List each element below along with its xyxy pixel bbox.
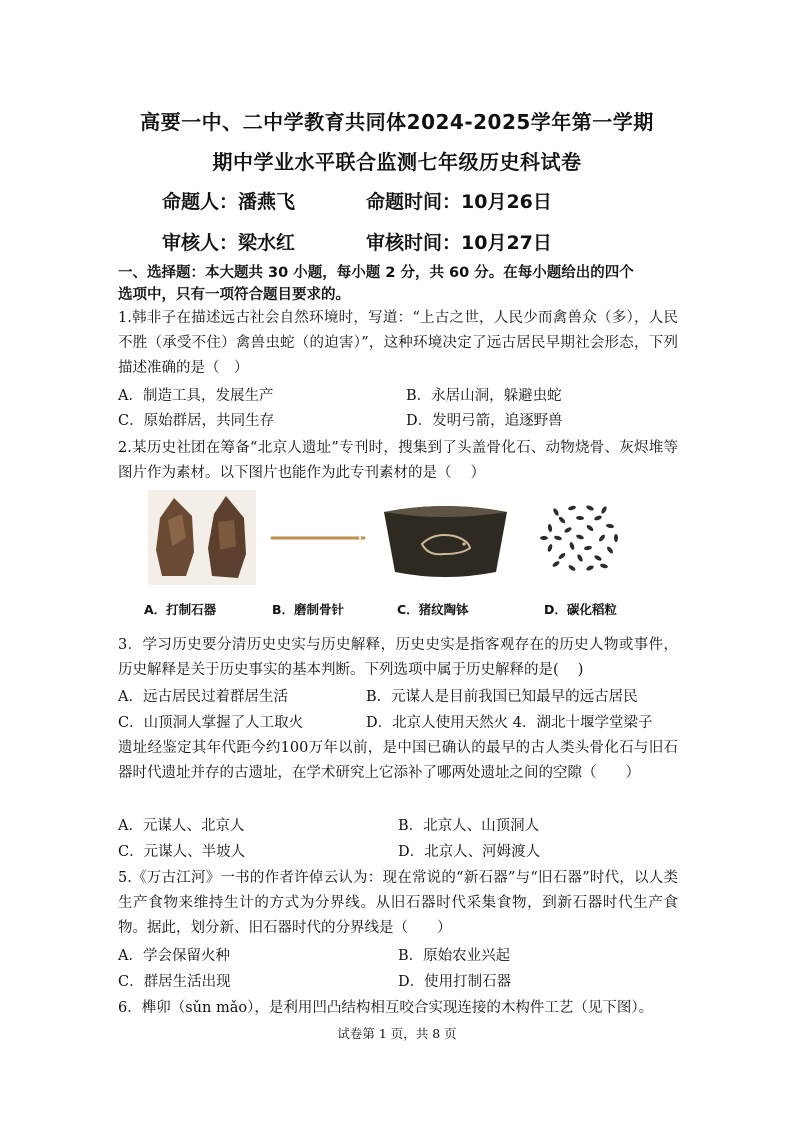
question-4-option-d: D．北京人、河姆渡人 [398, 844, 541, 860]
stone-tools-image [148, 490, 256, 585]
figure-caption-d: D．碳化稻粒 [544, 602, 617, 617]
section-heading-line2: 选项中，只有一项符合题目要求的。 [118, 287, 350, 303]
question-4-option-c: C．元谋人、半坡人 [118, 844, 246, 860]
question-5-stem: 5.《万古江河》一书的作者许倬云认为：现在常说的“新石器”与“旧石器”时代，以人类生产食物来维持生计的方式为分界线。从旧石器时代采集食物，到新石器时代生产食物。据此，划分新、旧石器时代的分界线是（ ） [118, 870, 678, 936]
question-1-option-a: A．制造工具，发展生产 [118, 388, 274, 404]
question-5-option-b: B．原始农业兴起 [398, 948, 511, 964]
exam-title-line1: 高要一中、二中学教育共同体2024-2025学年第一学期 [140, 110, 654, 134]
question-3-stem: 3．学习历史要分清历史史实与历史解释，历史史实是指客观存在的历史人物或事件，历史解释是关于历史事实的基本判断。下列选项中属于历史解释的是( ) [118, 637, 678, 678]
question-5-option-d: D．使用打制石器 [398, 974, 512, 990]
figure-caption-c: C．猪纹陶钵 [397, 602, 469, 617]
page-footer: 试卷第 1 页，共 8 页 [337, 1026, 457, 1041]
question-5-option-c: C．群居生活出现 [118, 974, 231, 990]
reviewer-label: 审核人：梁水红 [162, 232, 296, 254]
bone-needle-image [268, 490, 368, 585]
question-5-option-a: A．学会保留火种 [118, 948, 230, 964]
question-3-option-d-and-q4-start: D．北京人使用天然火 4．湖北十堰学堂梁子 [366, 715, 653, 731]
question-3-option-b: B．元谋人是目前我国已知最早的远古居民 [366, 689, 638, 705]
question-2-figures [140, 490, 660, 590]
question-1-option-c: C．原始群居，共同生存 [118, 413, 275, 429]
question-1-stem: 1.韩非子在描述远古社会自然环境时，写道：“上古之世，人民少而禽兽众（多），人民不胜（承受不住）禽兽虫蛇（的迫害）”，这种环境决定了远古居民早期社会形态，下列描述准确的是（ ） [118, 310, 678, 376]
section-heading [118, 262, 678, 306]
question-4-option-b: B．北京人、山顶洞人 [398, 818, 540, 834]
question-6-stem: 6．榫卯（sǔn mǎo），是利用凹凸结构相互咬合实现连接的木构件工艺（见下图）。 [118, 1000, 654, 1016]
question-3-option-a: A．远古居民过着群居生活 [118, 689, 288, 705]
figure-caption-a: A．打制石器 [144, 602, 217, 617]
question-2-stem: 2.某历史社团在筹备“北京人遗址”专刊时，搜集到了头盖骨化石、动物烧骨、灰烬堆等图片作为素材。以下图片也能作为此专刊素材的是（ ） [118, 440, 678, 481]
question-1-option-b: B．永居山洞，躲避虫蛇 [406, 388, 562, 404]
review-time-label: 审核时间：10月27日 [366, 232, 552, 254]
setter-label: 命题人：潘燕飞 [162, 191, 296, 213]
question-1-option-d: D．发明弓箭，追逐野兽 [406, 413, 563, 429]
section-heading-line1: 一、选择题：本大题共 30 小题，每小题 2 分，共 60 分。在每小题给出的四个 [118, 265, 634, 281]
carbonized-rice-image [528, 490, 633, 585]
question-4-option-a: A．元谋人、北京人 [118, 818, 245, 834]
question-3-option-c: C．山顶洞人掌握了人工取火 [118, 715, 304, 731]
question-4-stem: 遗址经鉴定其年代距今约100万年以前，是中国已确认的最早的古人类头骨化石与旧石器时代遗址并存的古遗址，在学术研究上它添补了哪两处遗址之间的空隙（ ） [118, 740, 678, 781]
set-time-label: 命题时间：10月26日 [366, 191, 552, 213]
pottery-bowl-image [378, 490, 513, 585]
exam-title-line2: 期中学业水平联合监测七年级历史科试卷 [212, 150, 582, 174]
figure-caption-b: B．磨制骨针 [272, 602, 345, 617]
